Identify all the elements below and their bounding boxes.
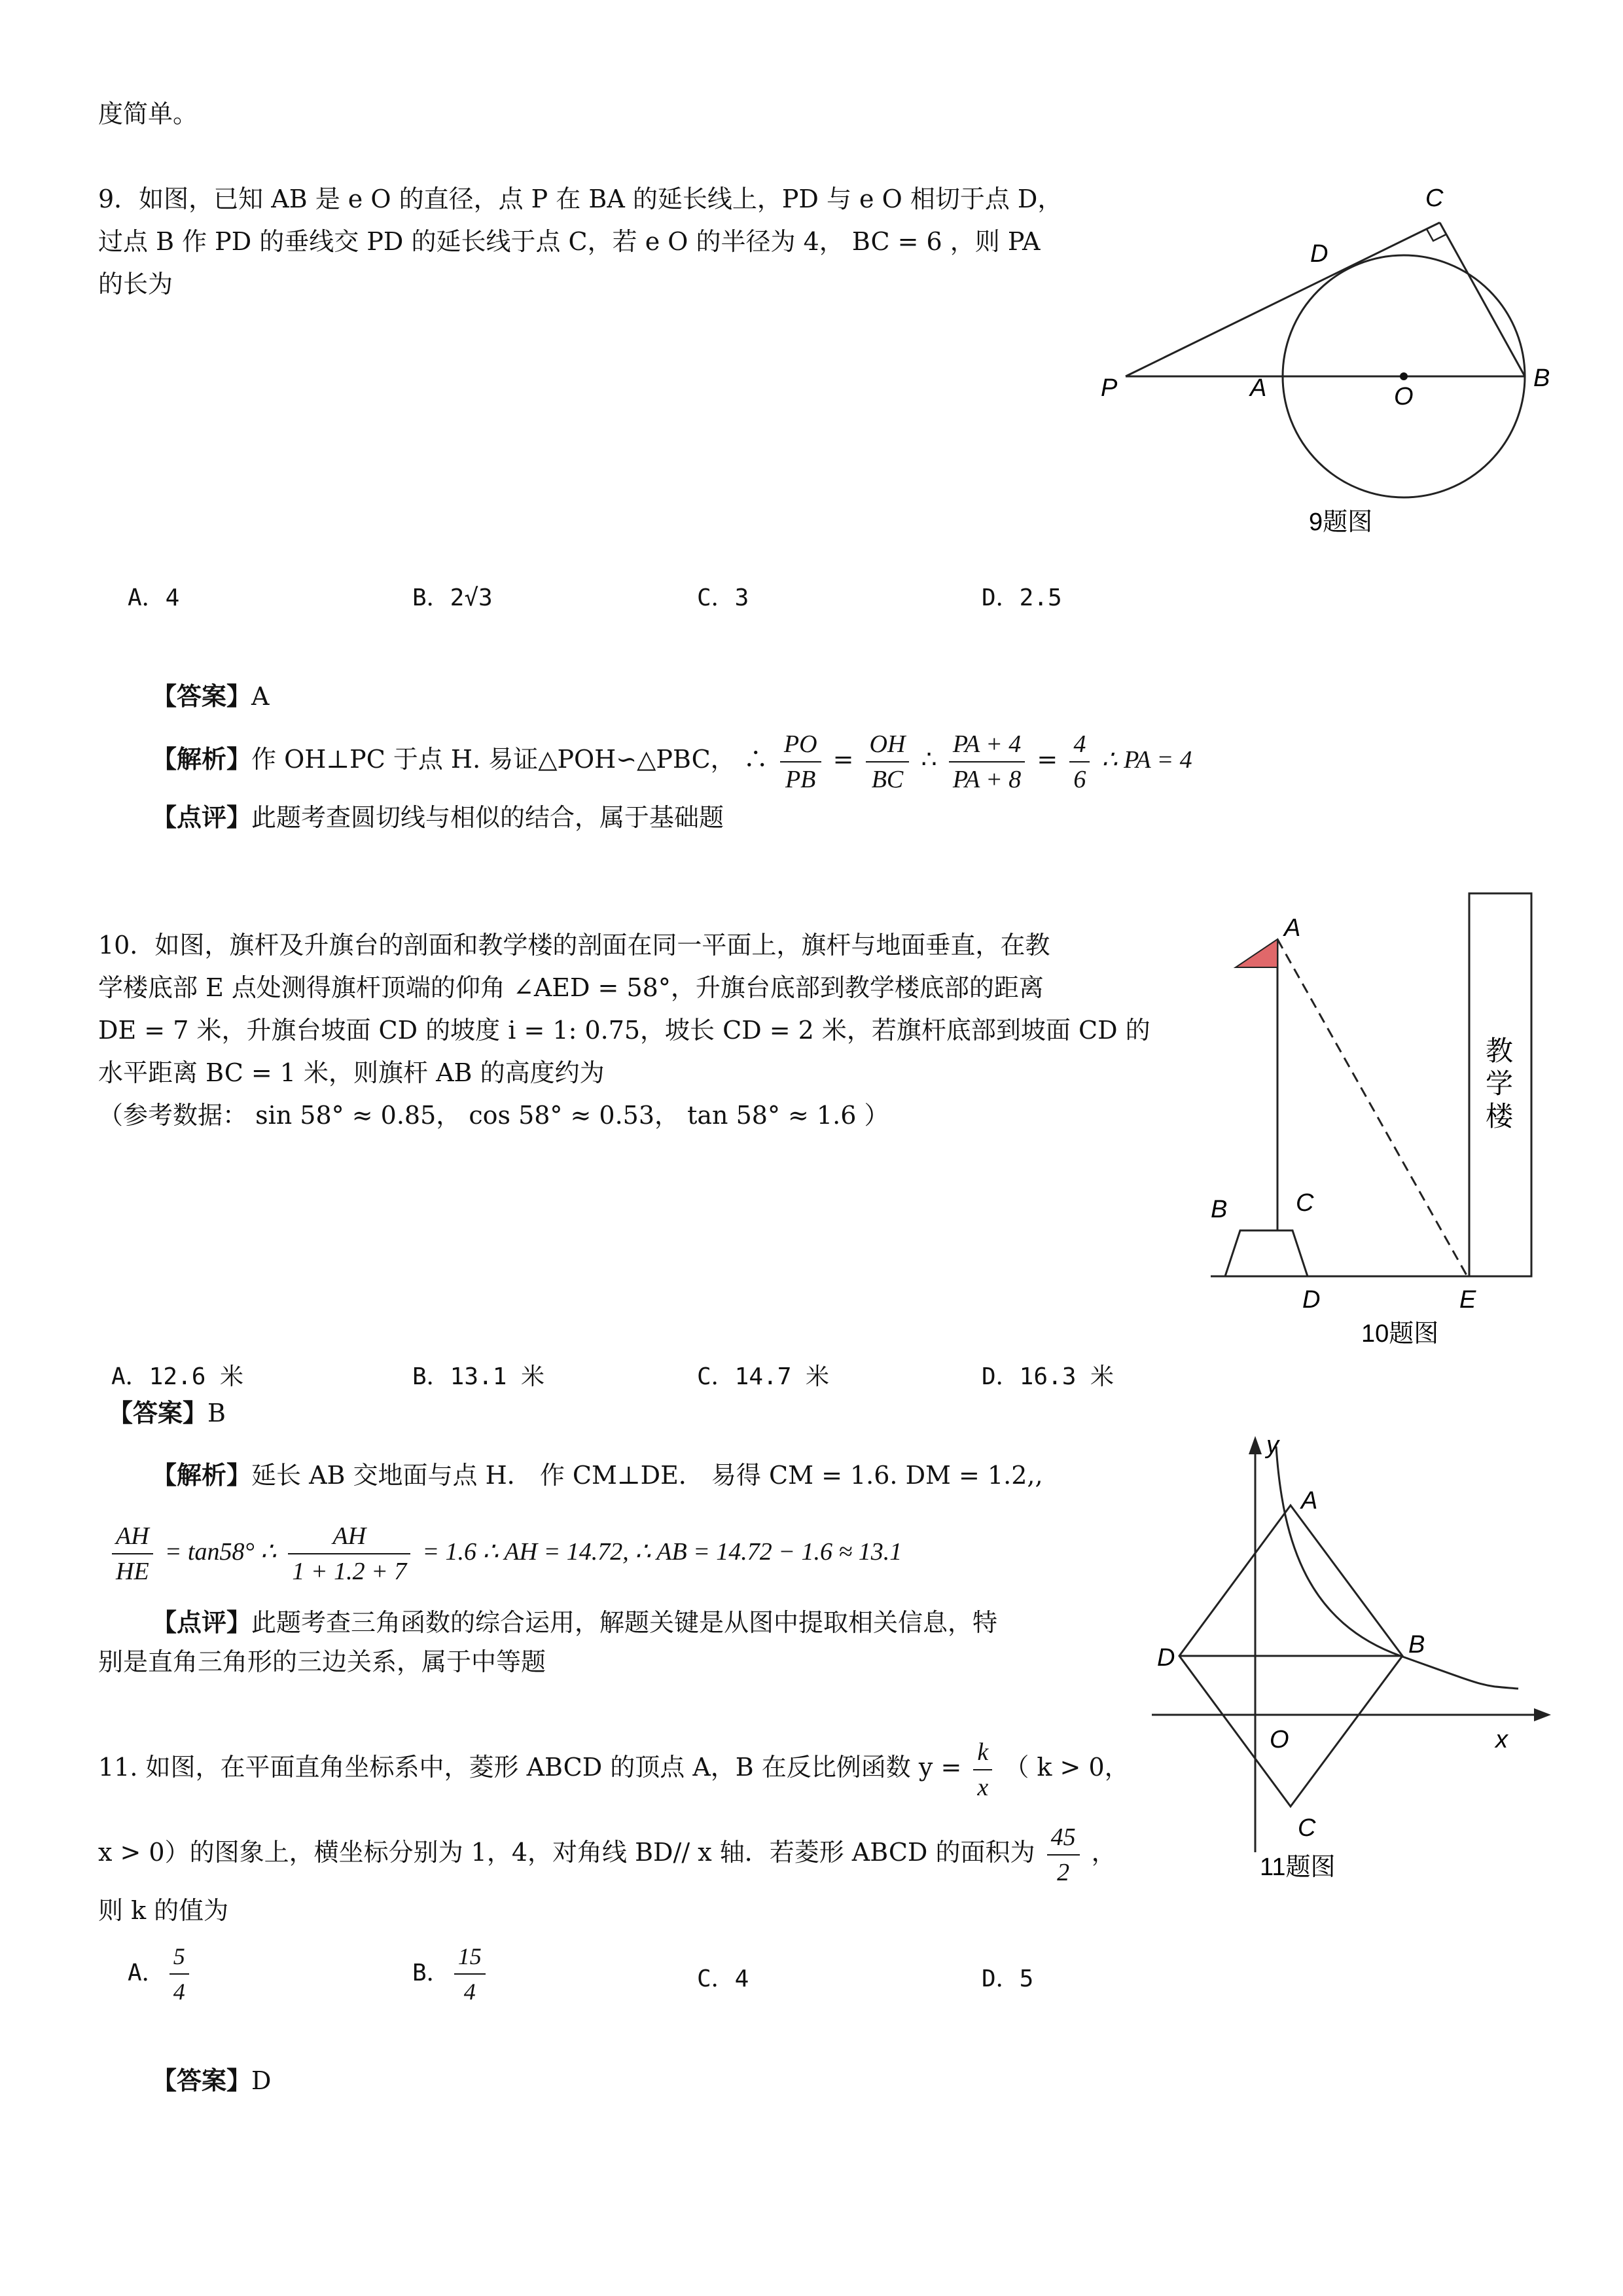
q11-hyperbola bbox=[1276, 1446, 1518, 1689]
q11-label-c: C bbox=[1298, 1814, 1316, 1842]
q9-analysis-label: 【解析】 bbox=[152, 745, 252, 774]
q10-label-b: B bbox=[1211, 1196, 1228, 1223]
q9-stem-line1: 9．如图，已知 AB 是 e O 的直径，点 P 在 BA 的延长线上，PD 与 e O 相切于点 D， bbox=[98, 185, 1063, 213]
q11-stem-line2-a: x > 0）的图象上，横坐标分别为 1，4，对角线 BD// x 轴．若菱形 ABCD 的面积为 bbox=[98, 1838, 1035, 1867]
q10-label-c: C bbox=[1296, 1189, 1314, 1217]
q9-line-bc bbox=[1440, 223, 1525, 376]
q9-label-b: B bbox=[1533, 365, 1550, 392]
q11-stem-line3: 则 k 的值为 bbox=[98, 1896, 229, 1925]
q9-result: ∴ PA = 4 bbox=[1101, 746, 1192, 774]
q10-label-e: E bbox=[1459, 1286, 1476, 1314]
q11-answer-label: 【答案】 bbox=[152, 2066, 252, 2095]
q10-comment-text-1: 此题考查三角函数的综合运用，解题关键是从图中提取相关信息，特 bbox=[251, 1608, 998, 1637]
q10-frac-ah-sum: $\frac{AH}{1 + 1.2 + 7}$ bbox=[288, 1519, 410, 1588]
q9-option-d[interactable]: D．2.5 bbox=[982, 584, 1062, 611]
q10-answer bbox=[108, 1397, 226, 1429]
q9-eq-2: = bbox=[1037, 745, 1058, 774]
q10-comment-line1 bbox=[152, 1607, 997, 1638]
q9-answer bbox=[152, 681, 269, 712]
q9-center-point bbox=[1400, 372, 1408, 380]
q9-analysis bbox=[152, 723, 1192, 797]
q9-caption: 9题图 bbox=[1309, 509, 1373, 536]
q11-option-a-frac: $\frac{5}{4}$ bbox=[169, 1939, 189, 2009]
q10-math-mid: = tan58° ∴ bbox=[164, 1538, 277, 1566]
q10-stem-line4: 水平距离 BC = 1 米，则旗杆 AB 的高度约为 bbox=[98, 1058, 605, 1087]
q11-x-arrow bbox=[1534, 1708, 1551, 1721]
q10-math-tail: = 1.6 ∴ AH = 14.72, ∴ AB = 14.72 − 1.6 ≈ 13.1 bbox=[422, 1538, 902, 1566]
q11-stem-line2-b: ， bbox=[1091, 1838, 1116, 1867]
q9-label-d: D bbox=[1310, 240, 1329, 268]
q11-option-d[interactable]: D．5 bbox=[982, 1965, 1034, 1992]
q9-figure bbox=[1099, 177, 1571, 556]
q10-analysis-math bbox=[108, 1512, 902, 1591]
q10-analysis bbox=[152, 1460, 1043, 1491]
q11-option-b-frac: $\frac{15}{4}$ bbox=[454, 1939, 486, 2009]
q9-frac-oh-bc: $\frac{OH}{BC}$ bbox=[866, 727, 910, 797]
q9-label-p: P bbox=[1101, 374, 1118, 402]
q9-analysis-text: 作 OH⊥PC 于点 H. 易证△POH∽△PBC， bbox=[251, 745, 736, 774]
q11-label-o: O bbox=[1270, 1726, 1289, 1753]
q9-frac-4-6: $\frac{4}{6}$ bbox=[1069, 727, 1090, 797]
q11-answer bbox=[152, 2065, 271, 2096]
q9-comment-label: 【点评】 bbox=[152, 803, 252, 832]
q10-stem-line2: 学楼底部 E 点处测得旗杆顶端的仰角 ∠AED = 58°，升旗台底部到教学楼底部的距离 bbox=[98, 973, 1044, 1002]
q9-frac-pa: $\frac{PA + 4}{PA + 8}$ bbox=[949, 727, 1025, 797]
q9-answer-value: A bbox=[251, 682, 270, 711]
q10-stem-line1: 10．如图，旗杆及升旗台的剖面和教学楼的剖面在同一平面上，旗杆与地面垂直，在教 bbox=[98, 931, 1050, 960]
q11-label-x: x bbox=[1495, 1726, 1508, 1753]
q10-answer-label: 【答案】 bbox=[108, 1399, 208, 1427]
q9-eq-1: = bbox=[832, 745, 854, 774]
q9-therefore-2: ∴ bbox=[921, 745, 937, 774]
q9-answer-label: 【答案】 bbox=[152, 682, 252, 711]
q11-stem-line1 bbox=[98, 1728, 1130, 1806]
q11-frac-k-x: $\frac{k}{x}$ bbox=[973, 1735, 992, 1804]
q10-option-b[interactable]: B．13.1 米 bbox=[412, 1363, 545, 1390]
q9-label-c: C bbox=[1425, 185, 1444, 212]
q11-stem-line1-b: （ k > 0， bbox=[1004, 1753, 1130, 1782]
q11-answer-value: D bbox=[251, 2066, 272, 2095]
q10-analysis-label: 【解析】 bbox=[152, 1461, 252, 1490]
q9-stem-line3: 的长为 bbox=[98, 270, 173, 298]
q11-stem-line1-a: 11. 如图，在平面直角坐标系中，菱形 ABCD 的顶点 A，B 在反比例函数 y = bbox=[98, 1753, 962, 1782]
q9-comment-text: 此题考查圆切线与相似的结合，属于基础题 bbox=[251, 803, 724, 832]
q11-label-a: A bbox=[1301, 1487, 1318, 1515]
q11-label-b: B bbox=[1408, 1631, 1425, 1659]
q10-answer-value: B bbox=[207, 1399, 226, 1427]
q9-stem-line2: 过点 B 作 PD 的垂线交 PD 的延长线于点 C，若 e O 的半径为 4， BC = 6 ，则 PA bbox=[98, 227, 1041, 256]
q9-label-a: A bbox=[1250, 374, 1267, 402]
q10-analysis-text: 延长 AB 交地面与点 H． 作 CM⊥DE． 易得 CM = 1.6. DM = 1.2,, bbox=[251, 1461, 1043, 1490]
q10-label-d: D bbox=[1302, 1286, 1321, 1314]
q10-stem-line3: DE = 7 米，升旗台坡面 CD 的坡度 i = 1: 0.75，坡长 CD = 2 米，若旗杆底部到坡面 CD 的 bbox=[98, 1016, 1150, 1045]
q10-caption: 10题图 bbox=[1361, 1320, 1439, 1348]
q10-frac-ah-he: $\frac{AH}{HE}$ bbox=[112, 1519, 153, 1588]
q9-option-b[interactable]: B．2√3 bbox=[412, 584, 493, 611]
q9-label-o: O bbox=[1394, 383, 1414, 410]
q10-building-char-2: 学 bbox=[1486, 1068, 1514, 1099]
q11-label-d: D bbox=[1157, 1644, 1175, 1672]
q11-caption: 11题图 bbox=[1260, 1854, 1336, 1881]
q10-label-a: A bbox=[1284, 914, 1301, 942]
q9-line-pc bbox=[1126, 223, 1440, 376]
q11-y-arrow bbox=[1249, 1436, 1262, 1454]
q10-platform bbox=[1225, 1230, 1308, 1276]
q11-option-a[interactable]: A． $\frac{5}{4}$ bbox=[128, 1937, 193, 2009]
q10-comment-line2: 别是直角三角形的三边关系，属于中等题 bbox=[98, 1647, 546, 1676]
q9-therefore-1: ∴ bbox=[743, 745, 768, 774]
q10-comment-label: 【点评】 bbox=[152, 1608, 252, 1637]
q9-option-a[interactable]: A．4 bbox=[128, 584, 180, 611]
q10-building-char-1: 教 bbox=[1486, 1035, 1514, 1066]
q10-option-d[interactable]: D．16.3 米 bbox=[982, 1363, 1115, 1390]
q9-comment bbox=[152, 802, 724, 833]
q10-option-a[interactable]: A．12.6 米 bbox=[111, 1363, 244, 1390]
q10-sight-line bbox=[1277, 939, 1467, 1276]
q9-frac-po-pb: $\frac{PO}{PB}$ bbox=[780, 727, 821, 797]
q10-stem-line5: （参考数据： sin 58° ≈ 0.85， cos 58° ≈ 0.53， tan 58° ≈ 1.6 ） bbox=[98, 1101, 889, 1130]
top-fragment: 度简单。 bbox=[98, 99, 198, 128]
q9-option-c[interactable]: C．3 bbox=[697, 584, 749, 611]
q11-option-c[interactable]: C．4 bbox=[697, 1965, 749, 1992]
q11-option-b[interactable]: B． $\frac{15}{4}$ bbox=[412, 1937, 490, 2009]
q11-frac-45-2: $\frac{45}{2}$ bbox=[1047, 1820, 1080, 1890]
q11-stem-line2 bbox=[98, 1813, 1116, 1892]
q10-option-c[interactable]: C．14.7 米 bbox=[697, 1363, 830, 1390]
q11-label-y: y bbox=[1266, 1431, 1279, 1459]
q10-building-char-3: 楼 bbox=[1486, 1101, 1514, 1132]
q11-figure bbox=[1139, 1427, 1558, 1885]
q10-flag bbox=[1236, 939, 1277, 967]
q10-figure bbox=[1211, 884, 1551, 1355]
